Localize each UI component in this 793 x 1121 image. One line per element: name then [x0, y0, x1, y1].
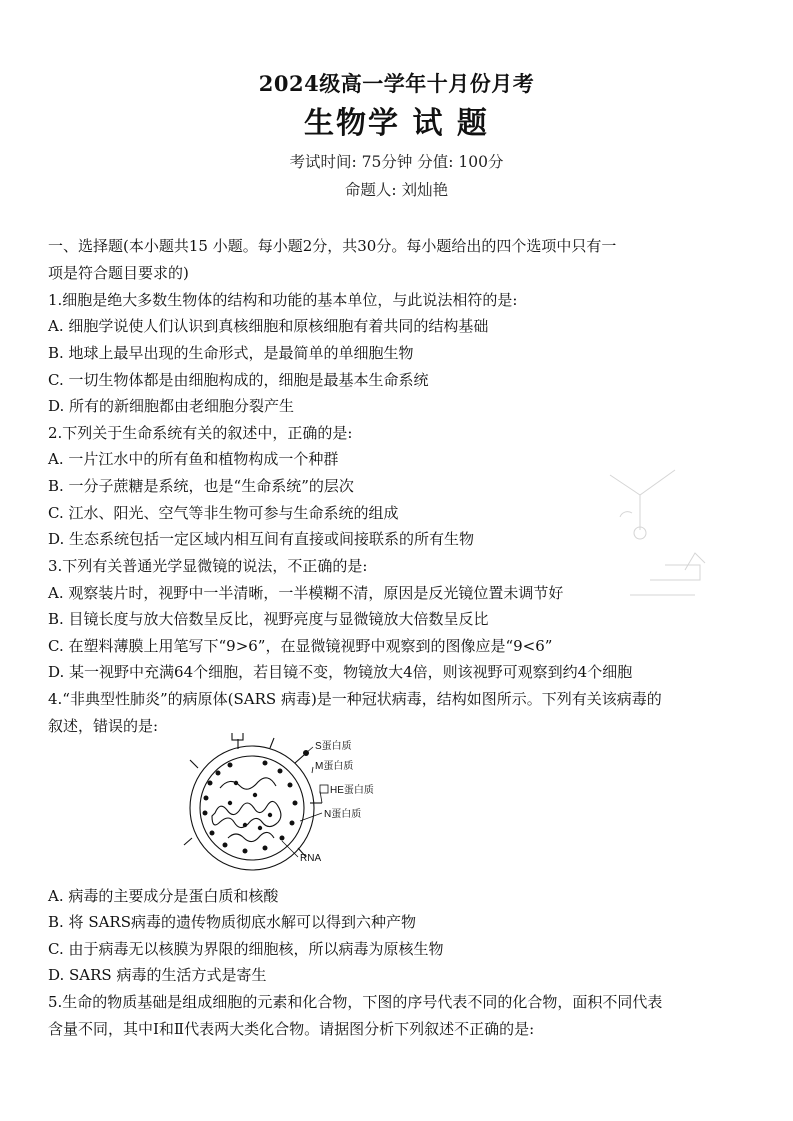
question-4-stem-line-1: 4.“非典型性肺炎”的病原体(SARS 病毒)是一种冠状病毒，结构如图所示。下列有关该病毒的 [48, 690, 662, 708]
virus-envelope-outer [190, 746, 314, 870]
question-1-option-d: D. 所有的新细胞都由老细胞分裂产生 [48, 397, 295, 415]
question-4-option-d: D. SARS 病毒的生活方式是寄生 [48, 966, 267, 984]
section-title-line-2: 项是符合题目要求的) [48, 264, 189, 282]
section-title-line-1: 一、选择题(本小题共15 小题。每小题2分，共30分。每小题给出的四个选项中只有一 [48, 237, 617, 255]
question-2-option-a: A. 一片江水中的所有鱼和植物构成一个种群 [48, 450, 339, 468]
question-1-option-c: C. 一切生物体都是由细胞构成的，细胞是最基本生命系统 [48, 371, 429, 389]
question-2-option-c: C. 江水、阳光、空气等非生物可参与生命系统的组成 [48, 504, 399, 522]
exam-author: 命题人: 刘灿艳 [344, 181, 449, 199]
question-4-option-a: A. 病毒的主要成分是蛋白质和核酸 [48, 887, 279, 905]
question-4-option-c: C. 由于病毒无以核膜为界限的细胞核，所以病毒为原核生物 [48, 940, 444, 958]
question-4-option-b: B. 将 SARS病毒的遗传物质彻底水解可以得到六种产物 [48, 913, 417, 931]
question-2-option-d: D. 生态系统包括一定区域内相互间有直接或间接联系的所有生物 [48, 530, 475, 548]
sars-virus-structure-figure [170, 733, 405, 873]
exam-time-score: 考试时间: 75分钟 分值: 100分 [289, 153, 504, 171]
label-he-protein: HE蛋白质 [330, 785, 374, 796]
label-n-protein: N蛋白质 [324, 809, 362, 820]
question-1-stem: 1.细胞是绝大多数生物体的结构和功能的基本单位，与此说法相符的是: [48, 291, 518, 309]
s-protein-spike [232, 733, 243, 740]
label-m-protein: M蛋白质 [315, 761, 354, 772]
question-3-option-b: B. 目镜长度与放大倍数呈反比，视野亮度与显微镜放大倍数呈反比 [48, 610, 489, 628]
question-3-option-d: D. 某一视野中充满64个细胞，若目镜不变，物镜放大4倍，则该视野可观察到约4个细胞 [48, 663, 633, 681]
question-2-stem: 2.下列关于生命系统有关的叙述中，正确的是: [48, 424, 353, 442]
label-rna: RNA [300, 853, 322, 864]
question-1-option-a: A. 细胞学说使人们认识到真核细胞和原核细胞有着共同的结构基础 [48, 317, 489, 335]
question-2-option-b: B. 一分子蔗糖是系统，也是“生命系统”的层次 [48, 477, 354, 495]
question-4-stem-line-2: 叙述，错误的是: [48, 717, 159, 735]
subject-title: 生物学 试 题 [304, 106, 489, 141]
question-1-option-b: B. 地球上最早出现的生命形式，是最简单的单细胞生物 [48, 344, 414, 362]
question-3-option-a: A. 观察装片时，视野中一半清晰，一半模糊不清，原因是反光镜位置未调节好 [48, 584, 564, 602]
exam-title: 2024级高一学年十月份月考 [258, 71, 535, 96]
question-5-stem-line-1: 5.生命的物质基础是组成细胞的元素和化合物，下图的序号代表不同的化合物，面积不同代表 [48, 993, 663, 1011]
question-5-stem-line-2: 含量不同，其中Ⅰ和Ⅱ代表两大类化合物。请据图分析下列叙述不正确的是: [48, 1020, 535, 1038]
label-s-protein: S蛋白质 [315, 741, 352, 752]
virus-envelope-inner [200, 756, 304, 860]
question-3-stem: 3.下列有关普通光学显微镜的说法，不正确的是: [48, 557, 368, 575]
faint-microscope-sketch [590, 455, 710, 605]
question-3-option-c: C. 在塑料薄膜上用笔写下“9>6”，在显微镜视野中观察到的图像应是“9<6” [48, 637, 553, 655]
